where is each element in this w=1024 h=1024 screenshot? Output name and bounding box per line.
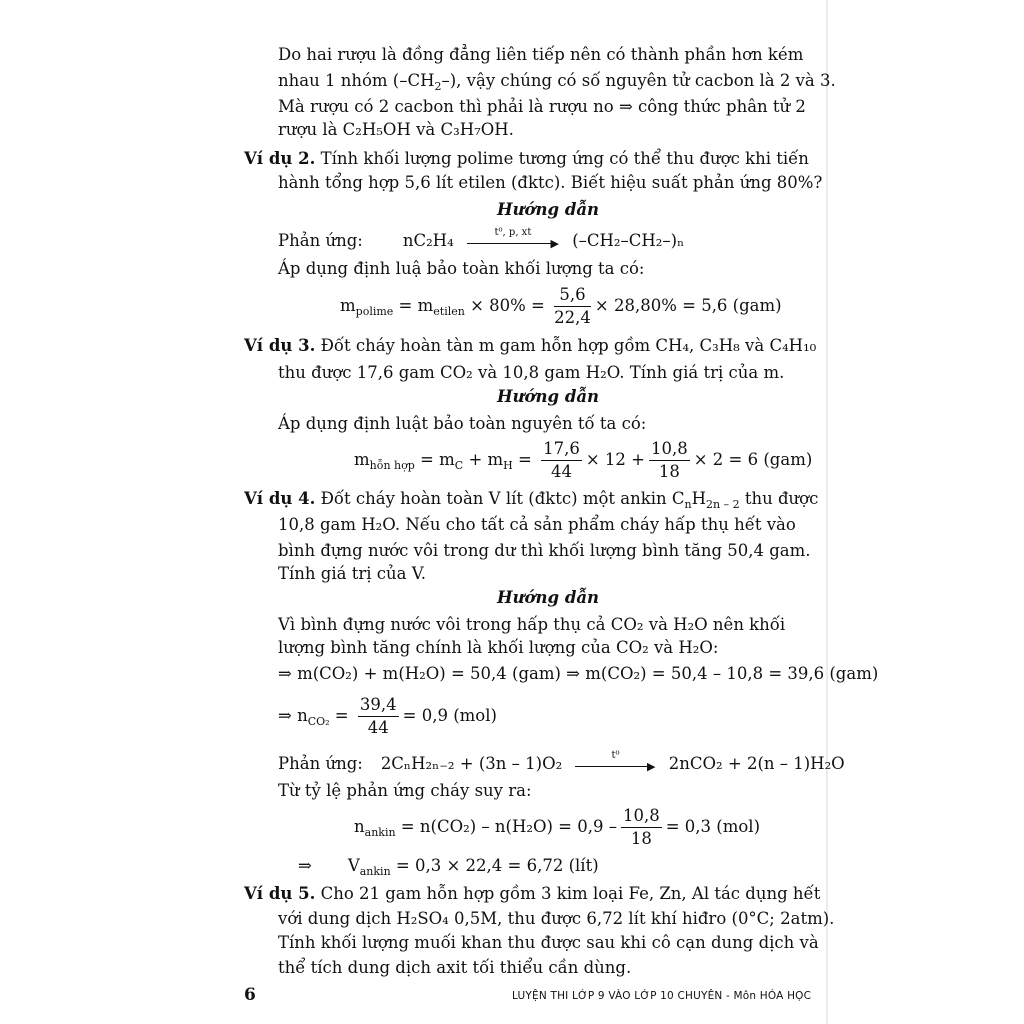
example-2-equation: $m_{polime} = m_{etilen} \times 80\%$ = $\frac{5,6}{22,4}$ × 28,80% = 5,6 (gam) (340, 285, 782, 327)
example-3-equation: $m_{hỗn hợp} = m_C + m_H$ = $\frac{17,6}{44}$ × 12 + $\frac{10,8}{18}$ × 2 = 6 (gam) (354, 439, 813, 481)
fraction: $\frac{10,8}{18}$ (650, 439, 688, 481)
intro-line-4: rượu là C₂H₅OH và C₃H₇OH. (278, 120, 514, 139)
example-3-line-2: thu được 17,6 gam CO₂ và 10,8 gam H₂O. Tính giá trị của m. (278, 363, 785, 382)
example-3-guide-heading: Hướng dẫn (496, 387, 600, 406)
page-number: 6 (244, 985, 256, 1005)
example-4-line-4: Tính giá trị của V. (278, 564, 426, 583)
example-4-line-1: Ví dụ 4. Đốt cháy hoàn toàn V lít (đktc) một ankin $C_nH_{2n - 2}$ thu được (244, 489, 819, 511)
example-3-apply: Áp dụng định luật bảo toàn nguyên tố ta có: (278, 414, 647, 433)
fraction: $\frac{17,6}{44}$ (543, 439, 580, 481)
example-4-guide-4: ⇒ $n_{CO_2}$ = $\frac{39,4}{44}$ = 0,9 (mol) (278, 695, 497, 737)
example-2-reaction: Phản ứng: nC₂H₄ t⁰, p, xt ▶ (–CH₂–CH₂–)ₙ (278, 230, 684, 253)
example-5-line-1: Ví dụ 5. Cho 21 gam hỗn hợp gồm 3 kim loại Fe, Zn, Al tác dụng hết (244, 884, 821, 903)
fraction: $\frac{5,6}{22,4}$ (554, 285, 591, 327)
example-4-guide-2: lượng bình tăng chính là khối lượng của CO₂ và H₂O: (278, 638, 719, 657)
example-4-guide-3: ⇒ m(CO₂) + m(H₂O) = 50,4 (gam) ⇒ m(CO₂) = 50,4 – 10,8 = 39,6 (gam) (278, 664, 879, 683)
example-2-line-2: hành tổng hợp 5,6 lít etilen (đktc). Biết hiệu suất phản ứng 80%? (278, 173, 823, 192)
example-4-guide-heading: Hướng dẫn (496, 588, 600, 607)
example-5-line-2: với dung dịch H₂SO₄ 0,5M, thu được 6,72 lít khí hiđro (0°C; 2atm). (278, 909, 835, 928)
example-3-line-1: Ví dụ 3. Đốt cháy hoàn tàn m gam hỗn hợp gồm CH₄, C₃H₈ và C₄H₁₀ (244, 336, 817, 355)
example-4-ratio: Từ tỷ lệ phản ứng cháy suy ra: (278, 781, 532, 800)
fraction: $\frac{10,8}{18}$ (622, 806, 660, 848)
example-2-apply: Áp dụng định luậ bảo toàn khối lượng ta có: (278, 259, 645, 278)
reaction-arrow: t⁰, p, xt ▶ (465, 231, 561, 253)
running-footer: LUYỆN THI LỚP 9 VÀO LỚP 10 CHUYÊN - Môn HÓA HỌC (512, 990, 812, 1002)
example-4-reaction: Phản ứng: 2CₙH₂ₙ₋₂ + (3n – 1)O₂ t⁰ ▶ 2nCO₂ + 2(n – 1)H₂O (278, 753, 845, 776)
example-4-line-3: bình đựng nước vôi trong dư thì khối lượng bình tăng 50,4 gam. (278, 541, 811, 560)
example-4-line-2: 10,8 gam H₂O. Nếu cho tất cả sản phẩm cháy hấp thụ hết vào (278, 515, 796, 534)
example-4-v-ankin: ⇒ $V_{ankin} = 0,3 \times 22,4 = 6,72$ (lít) (298, 856, 599, 878)
example-4-n-ankin: $n_{ankin} = n(CO_2) - n(H_2O) = 0,9$ – $\frac{10,8}{18}$ = 0,3 (mol) (354, 806, 761, 848)
page-edge (826, 0, 828, 1024)
example-5-line-3: Tính khối lượng muối khan thu được sau khi cô cạn dung dịch và (278, 933, 819, 952)
intro-line-3: Mà rượu có 2 cacbon thì phải là rượu no ⇒ công thức phân tử 2 (278, 97, 806, 116)
example-4-guide-1: Vì bình đựng nước vôi trong hấp thụ cả CO₂ và H₂O nên khối (278, 615, 786, 634)
example-2-guide-heading: Hướng dẫn (496, 200, 600, 219)
example-2-line-1: Ví dụ 2. Tính khối lượng polime tương ứng có thể thu được khi tiến (244, 149, 809, 168)
reaction-arrow: t⁰ ▶ (573, 754, 657, 776)
intro-line-2: nhau 1 nhóm $(-CH_2-)$, vậy chúng có số nguyên tử cacbon là 2 và 3. (278, 71, 836, 93)
example-5-line-4: thể tích dung dịch axit tối thiểu cần dùng. (278, 958, 632, 977)
intro-line-1: Do hai rượu là đồng đẳng liên tiếp nên có thành phần hơn kém (278, 45, 804, 64)
fraction: $\frac{39,4}{44}$ (359, 695, 397, 737)
